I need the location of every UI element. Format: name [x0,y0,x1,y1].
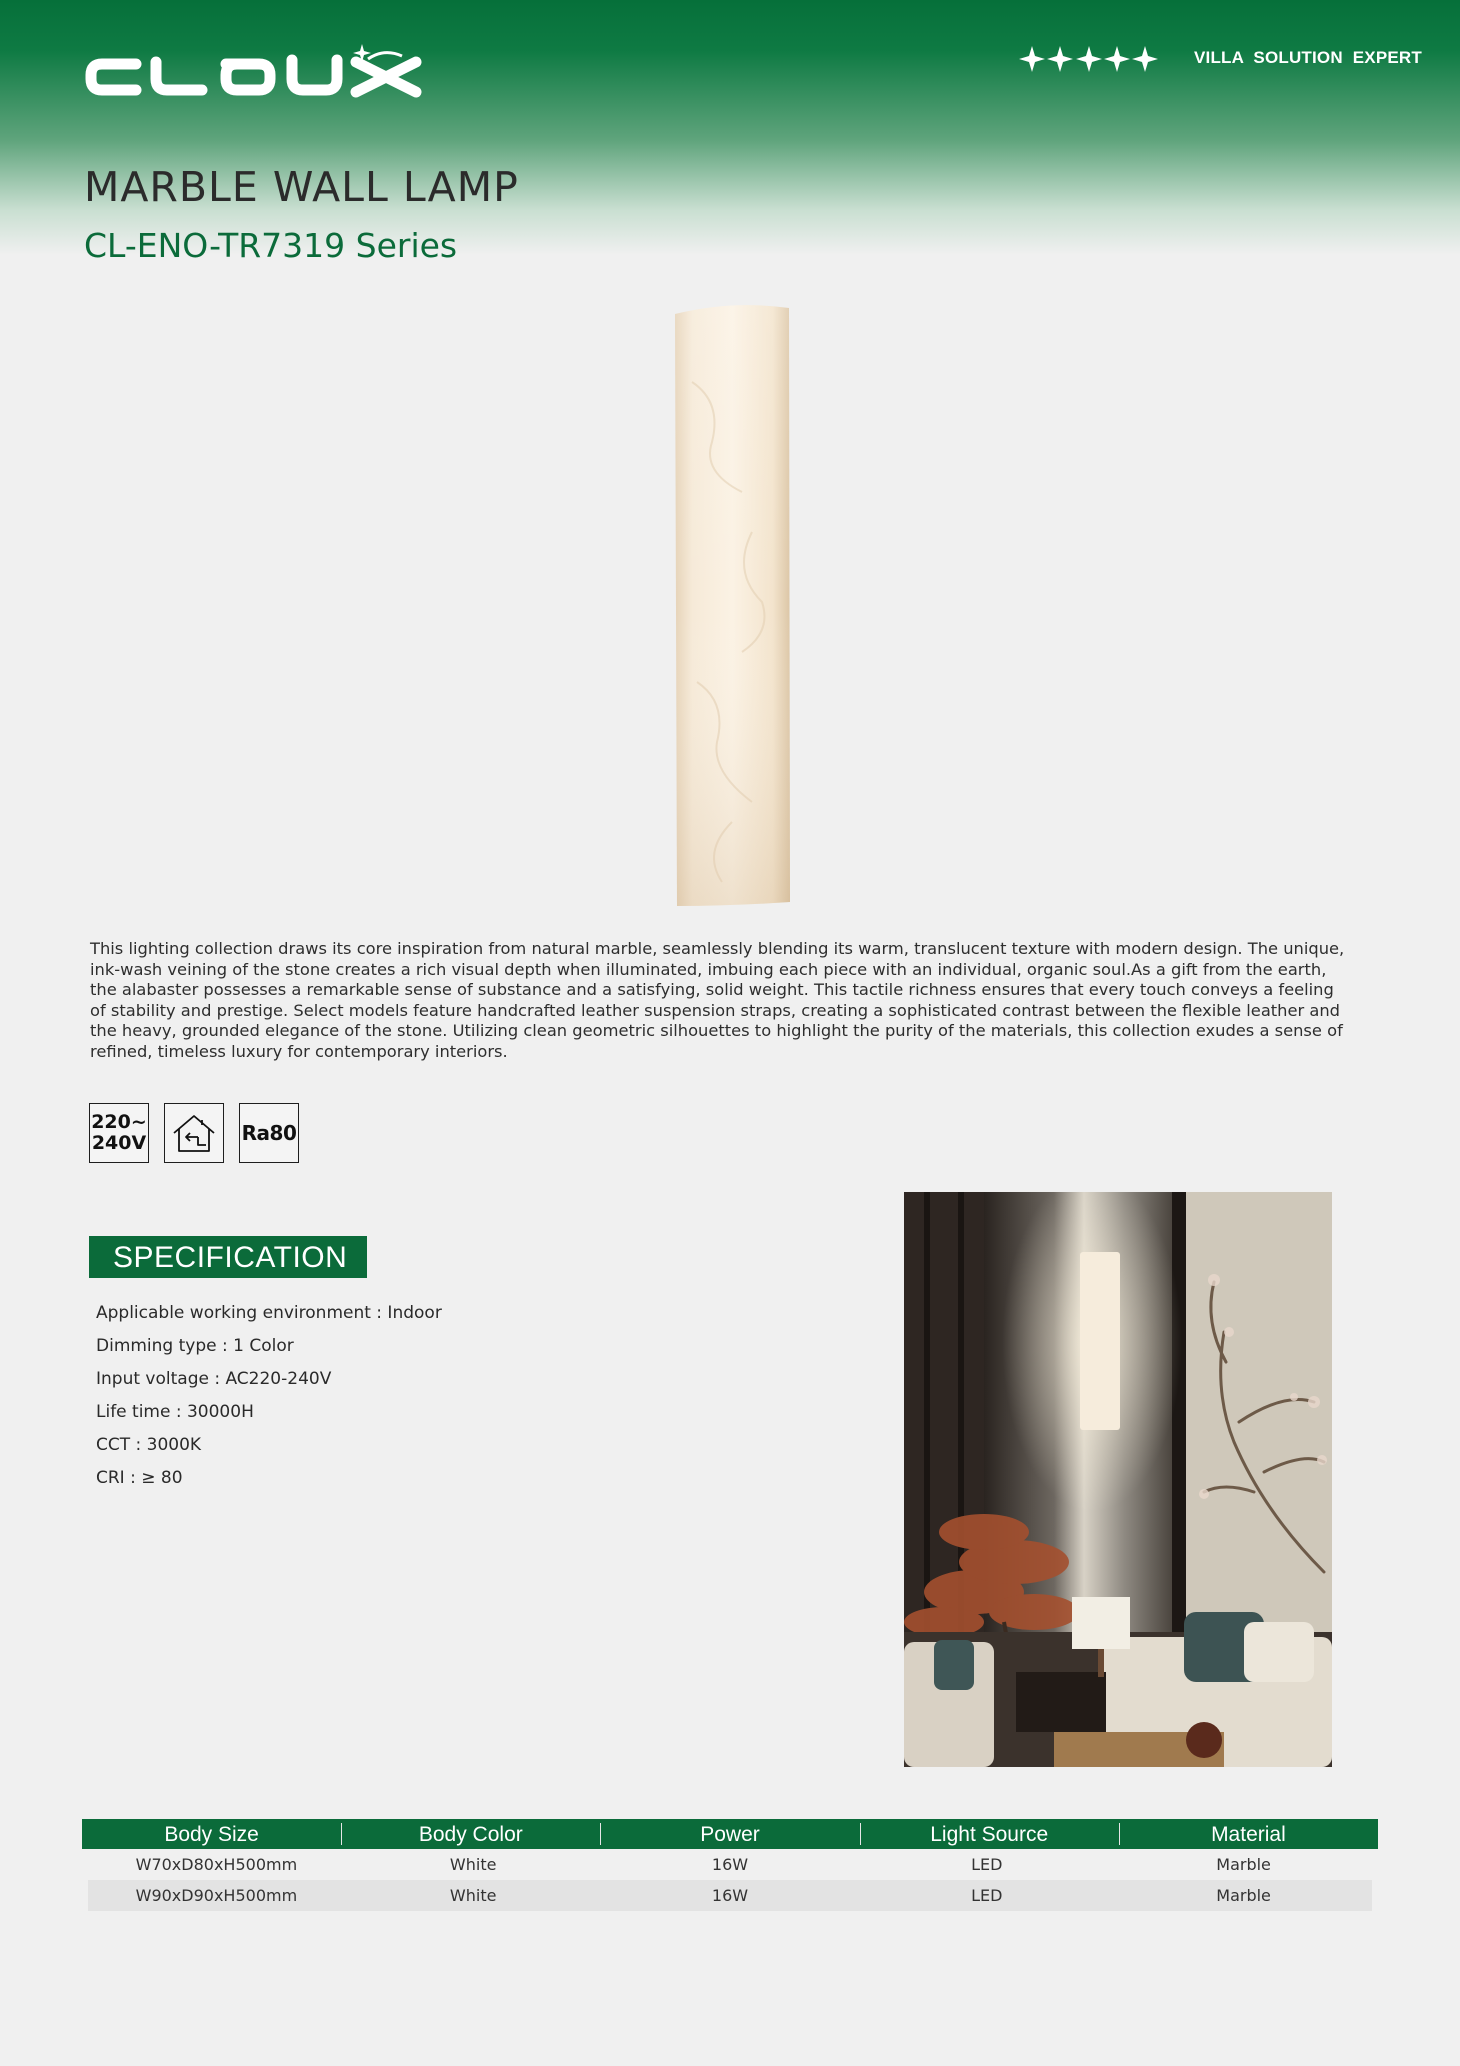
column-header-material: Material [1119,1819,1378,1849]
indoor-house-icon [164,1103,224,1163]
five-star-rating-icon [1018,40,1160,78]
brand-tagline: VILLA SOLUTION EXPERT [1194,48,1422,67]
spec-item: Input voltage : AC220-240V [96,1369,332,1389]
product-title: MARBLE WALL LAMP [84,163,519,211]
table-cell: LED [971,1855,1003,1874]
product-table [82,1819,1378,1911]
specification-list [96,1302,442,1500]
column-header-light-source: Light Source [860,1819,1119,1849]
table-cell: White [449,1855,497,1874]
spec-item: Dimming type : 1 Color [96,1336,294,1356]
series-title: CL-ENO-TR7319 Series [84,226,458,265]
voltage-line-2: 240V [91,1132,147,1154]
column-header-body-color: Body Color [341,1819,600,1849]
cloux-logo [84,42,436,102]
cri-badge: Ra80 [239,1103,299,1163]
table-cell: White [449,1886,497,1905]
header-banner [0,0,1460,260]
marble-lamp-product-image [672,302,794,910]
table-cell: LED [971,1886,1003,1905]
voltage-line-1: 220~ [91,1111,147,1133]
table-cell: Marble [1216,1855,1271,1874]
spec-item: CRI : ≥ 80 [96,1468,183,1488]
table-row [88,1880,1372,1911]
table-cell: 16W [711,1886,749,1905]
table-cell: 16W [711,1855,749,1874]
interior-scene-image [904,1192,1332,1767]
voltage-badge [89,1103,149,1163]
specification-heading: SPECIFICATION [89,1236,367,1278]
table-row [88,1849,1372,1880]
column-header-body-size: Body Size [164,1823,259,1846]
table-cell: Marble [1216,1886,1271,1905]
spec-item: Applicable working environment : Indoor [96,1303,442,1323]
table-cell: W70xD80xH500mm [135,1855,298,1874]
table-header-row [82,1819,1378,1849]
spec-item: Life time : 30000H [96,1402,254,1422]
spec-item: CCT : 3000K [96,1435,202,1455]
table-cell: W90xD90xH500mm [135,1886,298,1905]
product-description: This lighting collection draws its core inspiration from natural marble, seamlessly blending its warm, translucent texture with modern design. The unique, ink-wash veining of the stone creates a rich visual depth when illuminated, imbuing each piece with an individual, organic soul.As a gift from the earth, the alabaster possesses a remarkable sense of substance and a satisfying, solid weight. This tactile richness ensures that every touch conveys a feeling of stability and prestige. Select models feature handcrafted leather suspension straps, creating a sophisticated contrast between the flexible leather and the heavy, grounded elegance of the stone. Utilizing clean geometric silhouettes to highlight the purity of the materials, this collection exudes a sense of refined, timeless luxury for contemporary interiors. [90,939,1345,1061]
column-header-power: Power [600,1819,859,1849]
